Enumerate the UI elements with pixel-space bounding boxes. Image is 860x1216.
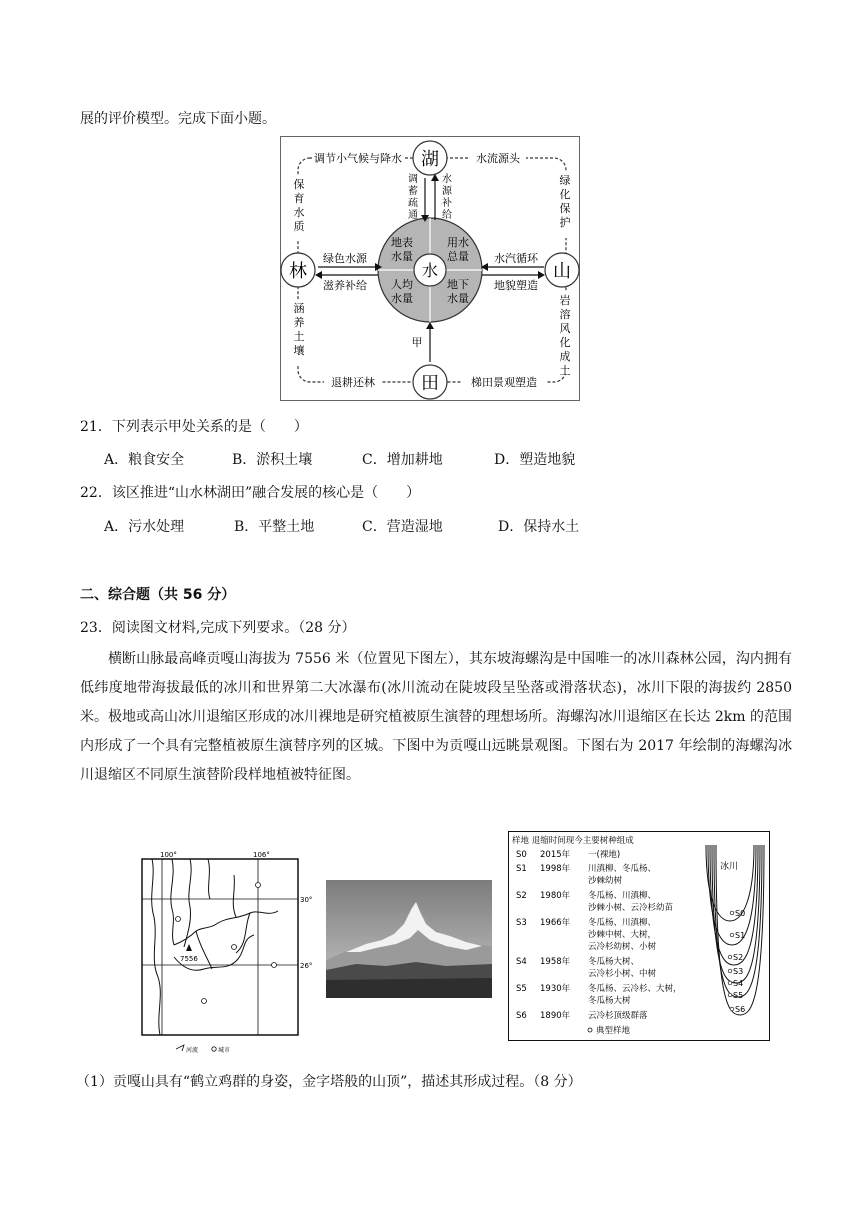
svg-text:S6: S6 [735, 1005, 746, 1014]
q21-stem: 21．下列表示甲处关系的是（ ） [80, 419, 308, 435]
q21-option-b[interactable]: B．淤积土壤 [232, 452, 313, 468]
svg-text:川滇柳、冬瓜杨、: 川滇柳、冬瓜杨、 [588, 864, 657, 874]
arrow-right-top: 水汽循环 [494, 252, 538, 265]
svg-text:风: 风 [559, 322, 571, 335]
map-peak-7556: 7556 [180, 955, 198, 963]
map-legend-city: 城市 [218, 1047, 231, 1054]
svg-text:岩: 岩 [559, 294, 571, 307]
svg-text:保: 保 [293, 178, 305, 191]
svg-text:成: 成 [559, 350, 571, 363]
svg-text:源: 源 [442, 186, 452, 197]
section-2-title: 二、综合题（共 56 分） [80, 587, 236, 603]
row-s1-site: S1 [516, 864, 527, 874]
intro-tail: 展的评价模型。完成下面小题。 [80, 111, 276, 127]
map-lat-26: 26° [300, 962, 313, 970]
svg-text:质: 质 [293, 220, 305, 233]
map-legend-river: 河流 [186, 1047, 199, 1054]
svg-text:调: 调 [408, 174, 418, 185]
svg-text:沙棘幼树: 沙棘幼树 [588, 876, 623, 886]
succession-table-figure [508, 831, 770, 1041]
node-mountain: 山 [553, 261, 571, 282]
location-map [138, 847, 320, 1057]
q-percap-2: 水量 [391, 292, 413, 305]
svg-text:补: 补 [442, 198, 452, 209]
svg-text:水: 水 [293, 206, 305, 219]
label-top-left: 调节小气候与降水 [314, 152, 402, 165]
svg-text:涵: 涵 [293, 302, 305, 315]
arrow-bottom: 甲 [411, 336, 423, 349]
q23-sub1: （1）贡嘎山具有“鹤立鸡群的身姿，金字塔般的山顶”，描述其形成过程。（8 分） [76, 1074, 582, 1090]
arrow-left-top: 绿色水源 [323, 252, 367, 265]
label-top-right: 水流源头 [476, 152, 520, 165]
svg-text:疏: 疏 [408, 198, 418, 209]
svg-text:水: 水 [442, 174, 452, 185]
svg-text:化: 化 [559, 188, 571, 201]
svg-text:溶: 溶 [559, 308, 571, 321]
row-s0-species: 一(裸地) [588, 850, 621, 860]
map-lon-100: 100° [160, 851, 177, 859]
q22-stem: 22．该区推进“山水林湖田”融合发展的核心是（ ） [80, 485, 421, 501]
row-s2-year: 1980年 [540, 891, 571, 901]
row-s5-site: S5 [516, 984, 527, 994]
row-s6-year: 1890年 [540, 1011, 571, 1021]
svg-text:云冷杉顶级群落: 云冷杉顶级群落 [588, 1011, 648, 1021]
q23-material: 横断山脉最高峰贡嘎山海拔为 7556 米（位置见下图左），其东坡海螺沟是中国唯一的冰川森林公园，沟内拥有低纬度地带海拔最低的冰川和世界第二大冰瀑布(冰川流动在陡坡段呈坠落或滑落状态)，冰川下限的海拔约 2850 米。极地或高山冰川退缩区形成的冰川裸地是研究植被原生演替的理想场所。海螺沟冰川退缩区在长达 2km 的范围内形成了一个具有完整植被原生演替序列的区城。下图中为贡嘎山远眺景观图。下图右为 2017 年绘制的海螺沟冰川退缩区不同原生演替阶段样地植被特征图。 [80, 651, 792, 783]
row-s2-site: S2 [516, 891, 527, 901]
svg-text:育: 育 [293, 192, 305, 205]
svg-text:化: 化 [559, 336, 571, 349]
q22-option-b[interactable]: B．平整土地 [234, 519, 315, 535]
svg-text:通: 通 [408, 210, 418, 221]
node-forest: 林 [289, 261, 307, 282]
row-s4-site: S4 [516, 957, 527, 967]
arrow-left-bottom: 滋养补给 [323, 279, 367, 292]
q-use-2: 总量 [447, 250, 469, 263]
svg-text:养: 养 [293, 316, 305, 329]
q22-option-a[interactable]: A．污水处理 [104, 519, 185, 535]
svg-text:沙棘中树、大树，: 沙棘中树、大树， [588, 930, 657, 940]
table-header: 样地 退缩时间现今主要树种组成 [512, 836, 634, 846]
map-lat-30: 30° [300, 896, 313, 904]
table-legend: 典型样地 [596, 1026, 631, 1036]
q22-option-d[interactable]: D．保持水土 [498, 519, 580, 535]
svg-text:S0: S0 [735, 909, 746, 918]
q21-option-c[interactable]: C．增加耕地 [362, 452, 443, 468]
row-s3-year: 1966年 [540, 918, 571, 928]
svg-text:S2: S2 [733, 953, 744, 962]
label-bottom-right: 梯田景观塑造 [471, 376, 537, 389]
svg-text:沙棘小树、云冷杉幼苗: 沙棘小树、云冷杉幼苗 [588, 903, 674, 913]
svg-text:云冷杉幼树、小树: 云冷杉幼树、小树 [588, 942, 657, 952]
svg-text:云冷杉小树、中树: 云冷杉小树、中树 [588, 969, 657, 979]
gongga-mountain-photo [326, 880, 492, 998]
arrow-right-bottom: 地貌塑造 [494, 279, 538, 292]
svg-text:壤: 壤 [293, 344, 305, 357]
row-s5-year: 1930年 [540, 984, 571, 994]
svg-text:土: 土 [559, 364, 571, 377]
svg-text:绿: 绿 [559, 174, 571, 187]
label-bottom-left: 退耕还林 [331, 376, 375, 389]
q-use-1: 用水 [447, 236, 469, 249]
q-ground-1: 地下 [447, 278, 469, 291]
svg-text:护: 护 [559, 216, 571, 229]
q-surface-2: 水量 [391, 250, 413, 263]
row-s0-site: S0 [516, 850, 527, 860]
svg-text:冬瓜杨大树、: 冬瓜杨大树、 [588, 957, 640, 967]
row-s6-site: S6 [516, 1011, 527, 1021]
map-lon-106: 106° [253, 851, 270, 859]
row-s4-year: 1958年 [540, 957, 571, 967]
svg-text:蓄: 蓄 [408, 186, 418, 197]
row-s1-year: 1998年 [540, 864, 571, 874]
row-s0-year: 2015年 [540, 850, 571, 860]
water-relation-diagram [280, 136, 580, 401]
center-water: 水 [421, 261, 439, 280]
q22-option-c[interactable]: C．营造湿地 [362, 519, 443, 535]
q-percap-1: 人均 [391, 278, 413, 291]
svg-text:S5: S5 [733, 991, 744, 1000]
glacier-label: 冰川 [720, 862, 739, 872]
q21-option-a[interactable]: A．粮食安全 [104, 452, 185, 468]
q21-option-d[interactable]: D．塑造地貌 [494, 452, 576, 468]
svg-text:S1: S1 [735, 931, 746, 940]
svg-text:S3: S3 [733, 967, 744, 976]
row-s3-site: S3 [516, 918, 527, 928]
svg-text:冬瓜杨、川滇柳、: 冬瓜杨、川滇柳、 [588, 918, 657, 928]
q-ground-2: 水量 [447, 292, 469, 305]
svg-text:土: 土 [293, 330, 305, 343]
svg-text:冬瓜杨、云冷杉、大树，: 冬瓜杨、云冷杉、大树， [588, 984, 682, 994]
svg-text:冬瓜杨大树: 冬瓜杨大树 [588, 996, 631, 1006]
svg-text:冬瓜杨、川滇柳、: 冬瓜杨、川滇柳、 [588, 891, 657, 901]
svg-text:S4: S4 [733, 979, 744, 988]
node-field: 田 [421, 373, 439, 394]
svg-text:保: 保 [559, 202, 571, 215]
q23-stem: 23．阅读图文材料,完成下列要求。（28 分） [80, 620, 356, 636]
q-surface-1: 地表 [391, 236, 413, 249]
node-lake: 湖 [421, 149, 439, 170]
svg-text:给: 给 [442, 210, 452, 221]
